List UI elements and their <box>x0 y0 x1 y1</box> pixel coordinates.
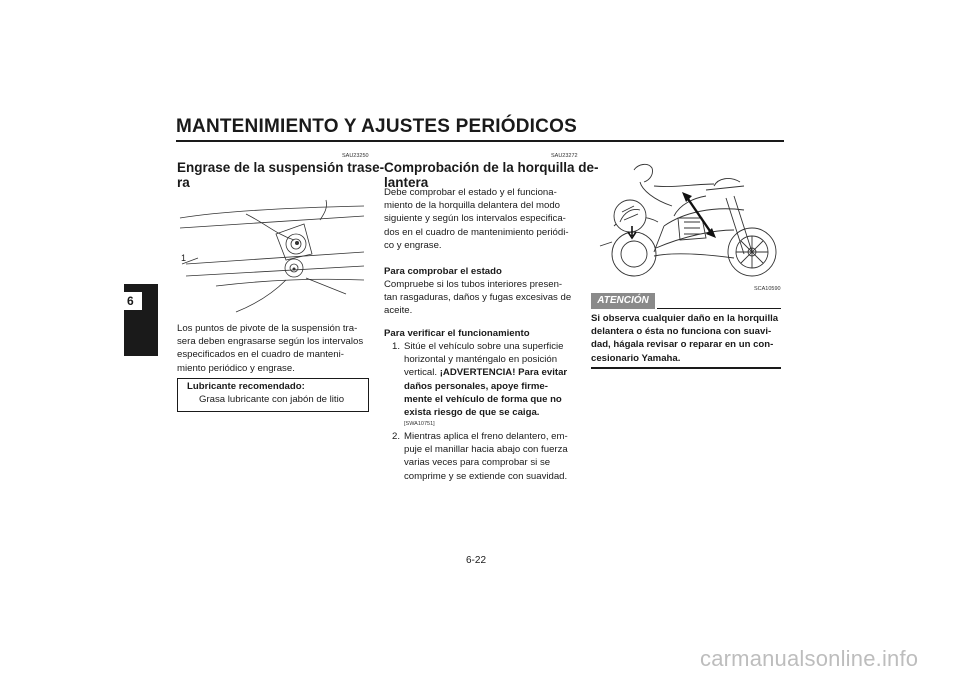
page-number: 6-22 <box>466 555 487 566</box>
text-line: Sitúe el vehículo sobre una superficie <box>404 341 564 352</box>
page-title: MANTENIMIENTO Y AJUSTES PERIÓDICOS <box>176 116 577 137</box>
rear-suspension-text <box>177 322 367 375</box>
subheading-operation: Para verificar el funcionamiento <box>384 328 530 339</box>
lubricant-box-title: Lubricante recomendado: <box>187 381 305 392</box>
warning-line: exista riesgo de que se caiga. <box>404 407 540 419</box>
motorcycle-illustration <box>594 156 784 286</box>
step2-text <box>404 430 575 483</box>
text-line: especificados en el cuadro de manteni- <box>177 349 344 361</box>
step1-text <box>404 340 575 419</box>
step1-warning-line <box>404 366 575 379</box>
illustration-code: SCA10590 <box>754 286 781 292</box>
text-line: Debe comprobar el estado y el funciona- <box>384 187 557 198</box>
text-line: delantera o ésta no funciona con suavi- <box>591 326 772 338</box>
text-line: Compruebe si los tubos interiores presen- <box>384 279 563 290</box>
atencion-rule-bottom <box>591 367 781 369</box>
step2-number: 2. <box>392 431 401 442</box>
section-code-middle: SAU23272 <box>551 153 578 159</box>
text-line: dos en el cuadro de mantenimiento periódi- <box>384 226 569 238</box>
text-plain: vertical. <box>404 367 440 379</box>
text-line: cesionario Yamaha. <box>591 352 681 364</box>
warning-code: [SWA10751] <box>404 421 435 427</box>
title-rule <box>176 140 784 142</box>
warning-lead: ¡ADVERTENCIA! Para evitar <box>439 367 568 379</box>
text-line: aceite. <box>384 305 413 317</box>
text-line: comprime y se extiende con suavidad. <box>404 470 568 482</box>
watermark: carmanualsonline.info <box>700 646 919 671</box>
heading-rear-suspension-2: ra <box>177 175 190 190</box>
step1-number: 1. <box>392 341 401 352</box>
text-line: tan rasgaduras, daños y fugas excesivas de <box>384 292 572 304</box>
text-line: sera deben engrasarse según los intervalos <box>177 336 364 348</box>
section-code-left: SAU23250 <box>342 153 369 159</box>
heading-front-fork-1: Comprobación de la horquilla de- <box>384 160 599 175</box>
text-line: miento de la horquilla delantera del modo <box>384 200 560 212</box>
text-line: dad, hágala revisar o reparar en un con- <box>591 339 774 351</box>
warning-line: mente el vehículo de forma que no <box>404 393 562 405</box>
subheading-condition: Para comprobar el estado <box>384 266 502 277</box>
text-line: puje el manillar hacia abajo con fuerza <box>404 444 568 456</box>
text-line: co y engrase. <box>384 239 442 251</box>
text-line: varias veces para comprobar si se <box>404 457 551 469</box>
text-line: siguiente y según los intervalos especifica- <box>384 213 566 225</box>
atencion-label: ATENCIÓN <box>591 293 655 309</box>
atencion-rule-top <box>657 308 781 309</box>
condition-text <box>384 278 575 318</box>
heading-rear-suspension-1: Engrase de la suspensión trase- <box>177 160 385 175</box>
lubricant-box-text: Grasa lubricante con jabón de litio <box>199 394 345 405</box>
text-line: miento periódico y engrase. <box>177 362 295 374</box>
text-line: Los puntos de pivote de la suspensión tra- <box>177 323 358 334</box>
text-line: Si observa cualquier daño en la horquilla <box>591 313 779 324</box>
heading-front-fork-2: lantera <box>384 175 429 190</box>
text-line: horizontal y manténgalo en posición <box>404 354 558 366</box>
chapter-number: 6 <box>127 294 134 308</box>
text-line: Mientras aplica el freno delantero, em- <box>404 431 568 442</box>
warning-line: daños personales, apoye firme- <box>404 380 548 392</box>
callout-1: 1 <box>181 253 187 263</box>
rear-suspension-illustration <box>176 194 368 318</box>
front-fork-intro <box>384 186 575 252</box>
atencion-text <box>591 312 781 365</box>
